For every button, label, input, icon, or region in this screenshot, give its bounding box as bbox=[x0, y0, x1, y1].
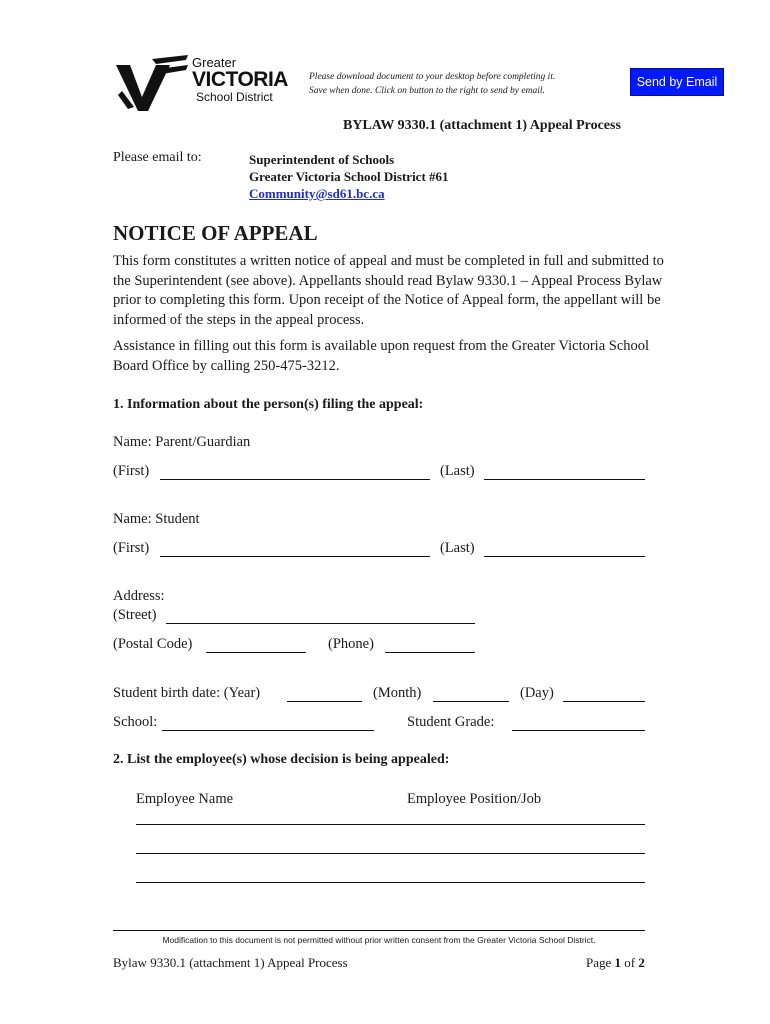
birth-month-label: (Month) bbox=[373, 685, 422, 701]
footer-page-number bbox=[586, 955, 645, 971]
street-field[interactable] bbox=[166, 623, 475, 624]
postal-code-label: (Postal Code) bbox=[113, 636, 193, 652]
birth-day-label: (Day) bbox=[520, 685, 554, 701]
student-first-label: (First) bbox=[113, 540, 150, 556]
employee-row-3-field[interactable] bbox=[136, 882, 645, 883]
page-current: 1 bbox=[614, 955, 622, 970]
birth-year-field[interactable] bbox=[287, 701, 362, 702]
employee-position-column: Employee Position/Job bbox=[407, 791, 542, 807]
birth-day-field[interactable] bbox=[563, 701, 645, 702]
district-logo bbox=[112, 55, 288, 113]
parent-first-label: (First) bbox=[113, 463, 150, 479]
bylaw-heading: BYLAW 9330.1 (attachment 1) Appeal Process bbox=[343, 118, 621, 133]
street-label: (Street) bbox=[113, 607, 157, 623]
footer-modification-note: Modification to this document is not permitted without prior written consent from the Greater Victoria School District. bbox=[162, 935, 596, 945]
parent-last-field[interactable] bbox=[484, 479, 645, 480]
birth-month-field[interactable] bbox=[433, 701, 509, 702]
address-label: Address: bbox=[113, 588, 165, 604]
phone-field[interactable] bbox=[385, 652, 475, 653]
page-of: of bbox=[621, 955, 639, 970]
recipient-email-link[interactable]: Community@sd61.bc.ca bbox=[249, 186, 385, 201]
school-label: School: bbox=[113, 714, 158, 730]
parent-last-label: (Last) bbox=[440, 463, 475, 479]
logo-line-victoria: VICTORIA bbox=[192, 68, 288, 91]
recipient-block bbox=[249, 151, 449, 202]
employee-name-column: Employee Name bbox=[136, 791, 234, 807]
parent-name-heading: Name: Parent/Guardian bbox=[113, 434, 251, 450]
page-title: NOTICE OF APPEAL bbox=[113, 221, 318, 245]
recipient-district: Greater Victoria School District #61 bbox=[249, 169, 449, 184]
page-prefix: Page bbox=[586, 955, 615, 970]
assistance-paragraph: Assistance in filling out this form is available upon request from the Greater Victoria School Board Office by calling 250-475-3212. bbox=[113, 338, 650, 374]
intro-paragraph: This form constitutes a written notice of appeal and must be completed in full and submitted to the Superintendent (see above). Appellants should read Bylaw 9330.1 – Appeal Process Bylaw prior to completing this form. Upon receipt of the Notice of Appeal form, the appellant will be informed of the steps in the appeal process. bbox=[113, 253, 664, 328]
send-by-email-button[interactable]: Send by Email bbox=[630, 68, 724, 96]
instructions-line-2: Save when done. Click on button to the right to send by email. bbox=[309, 86, 545, 96]
phone-label: (Phone) bbox=[328, 636, 374, 652]
instructions-line-1: Please download document to your desktop before completing it. bbox=[309, 72, 556, 82]
section-1-heading: 1. Information about the person(s) filing the appeal: bbox=[113, 397, 424, 412]
footer-document-name: Bylaw 9330.1 (attachment 1) Appeal Process bbox=[113, 955, 348, 970]
section-2-heading: 2. List the employee(s) whose decision is being appealed: bbox=[113, 752, 450, 767]
school-field[interactable] bbox=[162, 730, 374, 731]
student-grade-label: Student Grade: bbox=[407, 714, 495, 730]
download-instructions bbox=[309, 70, 619, 98]
student-grade-field[interactable] bbox=[512, 730, 645, 731]
logo-emblem-icon bbox=[112, 55, 190, 113]
student-last-label: (Last) bbox=[440, 540, 475, 556]
birth-year-label: Student birth date: (Year) bbox=[113, 685, 261, 701]
parent-first-field[interactable] bbox=[160, 479, 430, 480]
logo-line-greater: Greater bbox=[192, 55, 237, 70]
logo-line-district: School District bbox=[196, 90, 273, 104]
footer-divider bbox=[113, 930, 645, 931]
email-to-label: Please email to: bbox=[113, 150, 202, 165]
student-first-field[interactable] bbox=[160, 556, 430, 557]
employee-row-2-field[interactable] bbox=[136, 853, 645, 854]
recipient-title: Superintendent of Schools bbox=[249, 152, 395, 167]
student-name-heading: Name: Student bbox=[113, 511, 200, 527]
employee-row-1-field[interactable] bbox=[136, 824, 645, 825]
student-last-field[interactable] bbox=[484, 556, 645, 557]
page-total: 2 bbox=[638, 955, 645, 970]
postal-code-field[interactable] bbox=[206, 652, 306, 653]
